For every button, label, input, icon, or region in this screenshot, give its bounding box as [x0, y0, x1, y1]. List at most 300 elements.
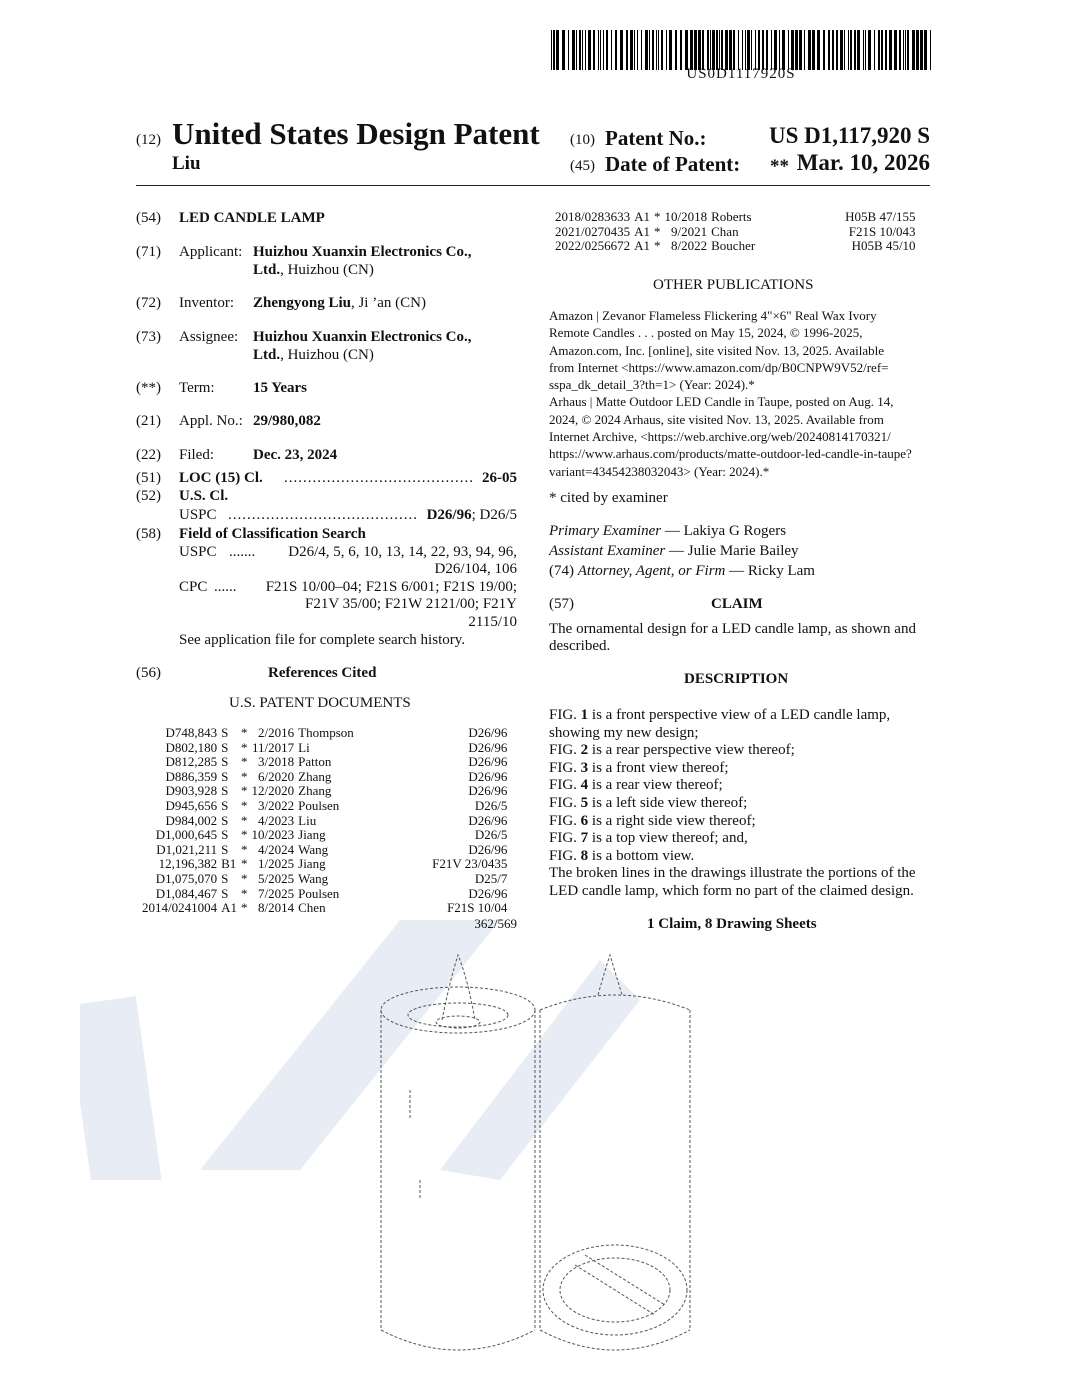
description-body: [549, 707, 931, 901]
description-line: [549, 848, 931, 866]
figure-prefix: FIG.: [549, 707, 581, 723]
reference-number: 2014/0241004: [142, 900, 218, 916]
reference-kind: S: [221, 812, 229, 828]
barcode-bar: [774, 30, 777, 70]
date-code: (45): [570, 158, 595, 174]
inventor-code: (72): [136, 295, 161, 311]
assignee-name-suffix: Ltd.: [253, 347, 281, 363]
barcode-bar: [836, 30, 838, 70]
barcode-bar: [729, 30, 732, 70]
loc-value: 26-05: [482, 470, 517, 486]
barcode-bar: [710, 30, 711, 70]
reference-kind: A1: [634, 223, 651, 239]
figure-text: is a top view thereof; and,: [588, 830, 748, 847]
barcode-bar: [791, 30, 794, 70]
pub-references-table: [553, 210, 918, 254]
applicant-location: , Huizhou (CN): [280, 262, 374, 278]
reference-kind: S: [221, 783, 229, 799]
barcode-bar: [868, 30, 871, 70]
reference-cited-mark: *: [654, 223, 661, 239]
barcode-bar: [844, 30, 845, 70]
figure-prefix: FIG.: [549, 759, 581, 776]
description-line: [549, 813, 931, 831]
barcode-bar: [795, 30, 798, 70]
reference-date: 10/2023: [251, 827, 295, 843]
inventor-name: Zhengyong Liu: [253, 295, 351, 311]
reference-kind: S: [221, 797, 229, 813]
barcode-bar: [808, 30, 811, 70]
leader-dots: .......: [229, 544, 256, 560]
reference-date: 5/2025: [258, 870, 295, 886]
header-inventor: Liu: [172, 153, 201, 174]
barcode-bar: [585, 30, 586, 70]
term-label: Term:: [179, 380, 215, 396]
barcode-bar: [568, 30, 569, 70]
barcode-bar: [606, 30, 608, 70]
figure-text: showing my new design;: [549, 724, 699, 741]
description-line: [549, 865, 931, 883]
barcode-bar: [766, 30, 768, 70]
assignee-name: Huizhou Xuanxin Electronics Co.,: [253, 329, 472, 345]
reference-number: D945,656: [165, 797, 218, 813]
barcode-bar: [865, 30, 866, 70]
patent-date: Mar. 10, 2026: [796, 150, 930, 175]
description-line: [549, 777, 931, 795]
figure-text: is a right side view thereof;: [588, 812, 756, 829]
reference-cited-mark: *: [241, 841, 248, 857]
reference-date: 1/2025: [258, 856, 295, 872]
reference-number: D903,928: [165, 783, 218, 799]
reference-row: [553, 210, 918, 225]
search-note: See application file for complete search history.: [179, 632, 466, 648]
figure-number: 1: [580, 707, 589, 723]
attorney-label: Attorney, Agent, or Firm: [577, 563, 726, 579]
figure-number: 8: [580, 847, 589, 864]
reference-cited-mark: *: [241, 827, 248, 843]
reference-date: 3/2022: [258, 797, 295, 813]
barcode-bar: [630, 30, 633, 70]
barcode-bar: [626, 30, 628, 70]
barcode-bar: [912, 30, 915, 70]
reference-cited-mark: *: [241, 885, 248, 901]
barcode-bar: [615, 30, 617, 70]
barcode-bar: [641, 30, 642, 70]
barcode-bar: [634, 30, 635, 70]
reference-number: 2021/0270435: [555, 223, 631, 239]
figure-prefix: FIG.: [549, 812, 581, 829]
publication-line: Remote Candles . . . posted on May 15, 2024, © 1996-2025,: [549, 325, 863, 341]
reference-date: 4/2024: [258, 841, 295, 857]
reference-date: 11/2017: [252, 739, 295, 755]
reference-class: H05B 45/10: [851, 238, 916, 254]
reference-cited-mark: *: [241, 739, 248, 755]
figure-prefix: FIG.: [549, 830, 581, 847]
barcode-bar: [637, 30, 638, 70]
primary-examiner-label: Primary Examiner: [549, 523, 662, 539]
reference-date: 8/2014: [258, 900, 295, 916]
claim-line: described.: [549, 638, 611, 654]
reference-date: 10/2018: [664, 209, 708, 224]
leader-dots: [228, 507, 418, 524]
reference-name: Patton: [298, 754, 332, 770]
reference-class: F21S 10/04: [447, 900, 508, 916]
barcode-bar: [551, 30, 552, 70]
barcode-bar: [894, 30, 897, 70]
reference-number: D802,180: [165, 739, 218, 755]
barcode-bar: [572, 30, 575, 70]
us-references-table: [140, 726, 509, 916]
search-cpc-line: 2115/10: [468, 614, 517, 630]
reference-row: [553, 225, 918, 240]
attorney-code: (74): [549, 563, 574, 579]
header-divider: [136, 185, 930, 186]
barcode-bar: [658, 30, 659, 70]
description-line: [549, 795, 931, 813]
assistant-examiner-label: Assistant Examiner: [549, 543, 666, 559]
barcode-bar: [611, 30, 612, 70]
barcode-bar: [899, 30, 901, 70]
reference-class: D26/96: [468, 754, 508, 770]
reference-name: Chan: [711, 223, 739, 239]
us-patent-docs-label: U.S. PATENT DOCUMENTS: [229, 695, 411, 711]
reference-kind: S: [221, 827, 229, 843]
barcode-bar: [556, 30, 559, 70]
reference-name: Boucher: [711, 238, 756, 254]
barcode-bar: [779, 30, 780, 70]
barcode-bar: [725, 30, 728, 70]
reference-row: [140, 799, 509, 814]
reference-name: Li: [298, 739, 310, 755]
description-title: DESCRIPTION: [684, 671, 789, 687]
assignee-code: (73): [136, 329, 161, 345]
reference-number: D748,843: [165, 725, 218, 740]
description-line: [549, 707, 931, 725]
barcode-bar: [885, 30, 887, 70]
reference-kind: S: [221, 768, 229, 784]
reference-class: F21S 10/043: [848, 223, 916, 239]
us-cl-code: (52): [136, 488, 161, 504]
reference-name: Jiang: [298, 827, 326, 843]
reference-class: D26/96: [468, 725, 508, 740]
reference-row: [553, 239, 918, 254]
barcode-bar: [620, 30, 623, 70]
publication-line: Amazon | Zevanor Flameless Flickering 4"×6" Real Wax Ivory: [549, 308, 877, 323]
claim-title: CLAIM: [711, 596, 763, 612]
reference-extra-class: 362/569: [474, 916, 517, 931]
publication-line: Arhaus | Matte Outdoor LED Candle in Taupe, posted on Aug. 14,: [549, 394, 894, 410]
barcode-bar: [666, 30, 667, 70]
reference-name: Poulsen: [298, 885, 340, 901]
barcode-bar: [916, 30, 919, 70]
reference-row: [140, 843, 509, 858]
reference-row: [140, 784, 509, 799]
reference-number: D1,075,070: [155, 870, 218, 886]
barcode-bar: [762, 30, 764, 70]
reference-name: Chen: [298, 900, 326, 916]
description-line: [549, 830, 931, 848]
applicant-label: Applicant:: [179, 244, 243, 260]
reference-row: [140, 770, 509, 785]
barcode-bar: [742, 30, 743, 70]
reference-kind: A1: [634, 238, 651, 254]
us-cl-sub-label: USPC: [179, 507, 217, 523]
search-cpc-label: CPC: [179, 579, 208, 595]
reference-row: [140, 741, 509, 756]
applicant-name-line2: [253, 262, 374, 279]
figure-text: is a front perspective view of a LED candle lamp,: [588, 707, 891, 723]
reference-date: 3/2018: [258, 754, 295, 770]
applicant-name: Huizhou Xuanxin Electronics Co.,: [253, 244, 472, 260]
figure-text: is a front view thereof;: [588, 759, 729, 776]
search-cpc-line: F21V 35/00; F21W 2121/00; F21Y: [305, 596, 517, 612]
reference-class: D26/96: [468, 812, 508, 828]
barcode-bar: [588, 30, 591, 70]
references-label: References Cited: [268, 665, 377, 681]
reference-kind: S: [221, 754, 229, 770]
reference-name: Wang: [298, 841, 329, 857]
barcode-number: US0D1117920S: [686, 66, 796, 82]
reference-date: 7/2025: [258, 885, 295, 901]
reference-row: [140, 901, 509, 916]
applicant-name-suffix: Ltd.: [253, 262, 281, 278]
reference-date: 9/2021: [671, 223, 708, 239]
barcode-bar: [863, 30, 864, 70]
reference-name: Jiang: [298, 856, 326, 872]
assignee-label: Assignee:: [179, 329, 239, 345]
reference-number: D1,021,211: [156, 841, 218, 857]
barcode-bar: [771, 30, 772, 70]
reference-name: Roberts: [711, 209, 752, 224]
reference-class: D26/96: [468, 739, 508, 755]
barcode-bar: [823, 30, 825, 70]
reference-number: 2022/0256672: [555, 238, 631, 254]
barcode-bar: [857, 30, 860, 70]
reference-date: 2/2016: [258, 725, 295, 740]
description-line: [549, 742, 931, 760]
term-mark: **: [770, 156, 789, 177]
reference-number: 12,196,382: [158, 856, 218, 872]
search-uspc-line: D26/104, 106: [434, 561, 517, 577]
reference-number: D1,000,645: [155, 827, 218, 843]
appl-no-value: 29/980,082: [253, 413, 321, 429]
loc-label: LOC (15) Cl.: [179, 470, 263, 486]
patent-no-label: Patent No.:: [605, 126, 707, 150]
barcode-bar: [738, 30, 739, 70]
patent-no-code: (10): [570, 132, 595, 148]
reference-cited-mark: *: [241, 754, 248, 770]
filed-label: Filed:: [179, 447, 215, 463]
search-code: (58): [136, 526, 161, 542]
barcode-bar: [747, 30, 750, 70]
reference-kind: A1: [221, 900, 238, 916]
figure-text: The broken lines in the drawings illustrate the portions of the: [549, 865, 916, 882]
reference-name: Zhang: [298, 783, 332, 799]
barcode-bar: [905, 30, 906, 70]
reference-row: [140, 726, 509, 741]
barcode-bar: [600, 30, 601, 70]
inventor-line: [253, 295, 426, 312]
reference-cited-mark: *: [241, 783, 248, 799]
reference-date: 6/2020: [258, 768, 295, 784]
figure-number: 4: [580, 777, 589, 794]
reference-class: H05B 47/155: [845, 209, 916, 224]
reference-date: 8/2022: [671, 238, 708, 254]
publication-line: from Internet <https://www.amazon.com/dp/B0CNPW9V52/ref=: [549, 359, 889, 375]
reference-cited-mark: *: [241, 768, 248, 784]
other-publications-title: OTHER PUBLICATIONS: [653, 277, 814, 293]
barcode-bar: [656, 30, 657, 70]
kind-code-number: (12): [136, 132, 161, 148]
reference-number: D1,084,467: [155, 885, 218, 901]
inventor-location: , Ji ’an (CN): [350, 295, 426, 311]
figure-text: is a bottom view.: [588, 847, 695, 864]
assignee-location: , Huizhou (CN): [280, 347, 374, 363]
figure-prefix: FIG.: [549, 742, 581, 759]
barcode-bar: [562, 30, 565, 70]
barcode-bar: [758, 30, 760, 70]
loc-code: (51): [136, 470, 161, 486]
barcode-bar: [804, 30, 805, 70]
filed-code: (22): [136, 447, 161, 463]
reference-row: [140, 755, 509, 770]
barcode-bar: [881, 30, 883, 70]
us-cl-value: [427, 507, 517, 524]
appl-no-label: Appl. No.:: [179, 413, 243, 429]
reference-row: [140, 828, 509, 843]
reference-name: Liu: [298, 812, 317, 828]
reference-kind: S: [221, 841, 229, 857]
figure-prefix: FIG.: [549, 777, 581, 794]
barcode-bar: [645, 30, 648, 70]
barcode-bar: [907, 30, 909, 70]
barcode-bar: [848, 30, 849, 70]
reference-cited-mark: *: [241, 812, 248, 828]
reference-number: D812,285: [165, 754, 218, 770]
other-publications: [549, 307, 929, 480]
barcode-bar: [817, 30, 820, 70]
reference-name: Thompson: [298, 725, 354, 740]
primary-examiner-name: — Lakiya G Rogers: [661, 523, 787, 539]
reference-row: [140, 814, 509, 829]
primary-examiner: [549, 523, 786, 540]
barcode-bar: [702, 30, 704, 70]
figure-number: 5: [580, 794, 589, 811]
invention-title: LED CANDLE LAMP: [179, 210, 325, 226]
reference-name: Zhang: [298, 768, 332, 784]
publication-line: Internet Archive, <https://web.archive.org/web/20240814170321/: [549, 429, 891, 445]
claim-code: (57): [549, 596, 574, 612]
figure-number: 3: [580, 759, 589, 776]
barcode-bar: [840, 30, 843, 70]
barcode-bar: [755, 30, 756, 70]
barcode-bar: [930, 30, 931, 70]
reference-row: [140, 887, 509, 902]
barcode-bar: [576, 30, 577, 70]
description-line: [549, 760, 931, 778]
references-code: (56): [136, 665, 161, 681]
us-cl-secondary: ; D26/5: [471, 507, 517, 523]
barcode-bar: [675, 30, 677, 70]
barcode-bar: [680, 30, 682, 70]
figure-text: LED candle lamp, which form no part of the claimed design.: [549, 882, 914, 899]
barcode-bar: [924, 30, 927, 70]
attorney-name: — Ricky Lam: [725, 563, 815, 579]
search-label: Field of Classification Search: [179, 526, 366, 542]
claims-summary: 1 Claim, 8 Drawing Sheets: [647, 916, 817, 932]
leader-dots: [284, 470, 474, 487]
barcode-bar: [598, 30, 599, 70]
reference-kind: A1: [634, 209, 651, 224]
publication-line: sspa_dk_detail_3?th=1> (Year: 2024).*: [549, 377, 755, 393]
barcode-bar: [788, 30, 789, 70]
search-uspc-label: USPC: [179, 544, 217, 560]
barcode-bar: [903, 30, 904, 70]
leader-dots: ......: [214, 579, 237, 595]
figure-number: 7: [580, 830, 589, 847]
term-code: (**): [136, 380, 161, 396]
reference-class: D26/5: [474, 797, 508, 813]
barcode-bar: [712, 30, 715, 70]
filed-value: Dec. 23, 2024: [253, 447, 338, 463]
figure-text: is a rear view thereof;: [588, 777, 723, 794]
description-line: [549, 883, 931, 901]
reference-kind: S: [221, 870, 229, 886]
barcode-bar: [719, 30, 720, 70]
barcode-bar: [553, 30, 555, 70]
barcode-bar: [698, 30, 701, 70]
reference-row: [140, 857, 509, 872]
reference-cited-mark: *: [241, 797, 248, 813]
figure-number: 6: [580, 812, 589, 829]
description-line: [549, 725, 931, 743]
appl-no-code: (21): [136, 413, 161, 429]
us-cl-label: U.S. Cl.: [179, 488, 229, 504]
barcode-bar: [832, 30, 834, 70]
barcode-bar: [878, 30, 880, 70]
reference-cited-mark: *: [654, 209, 661, 224]
reference-name: Poulsen: [298, 797, 340, 813]
search-cpc-line: F21S 10/00–04; F21S 6/001; F21S 19/00;: [265, 579, 517, 595]
figure-text: is a rear perspective view thereof;: [588, 742, 795, 759]
assistant-examiner: [549, 543, 799, 560]
reference-class: F21V 23/0435: [432, 856, 508, 872]
figure-prefix: FIG.: [549, 794, 581, 811]
barcode-bar: [854, 30, 856, 70]
barcode-bar: [649, 30, 650, 70]
reference-cited-mark: *: [654, 238, 661, 254]
barcode-bar: [889, 30, 892, 70]
barcode-bar: [920, 30, 923, 70]
reference-kind: B1: [221, 856, 237, 872]
reference-class: D25/7: [474, 870, 508, 886]
publication-line: https://www.arhaus.com/products/matte-outdoor-led-candle-in-taupe?: [549, 446, 912, 462]
barcode: [551, 30, 931, 70]
barcode-bar: [716, 30, 718, 70]
search-uspc-line: D26/4, 5, 6, 10, 13, 14, 22, 93, 94, 96,: [288, 544, 517, 560]
reference-date: 4/2023: [258, 812, 295, 828]
inventor-label: Inventor:: [179, 295, 234, 311]
reference-date: 12/2020: [251, 783, 295, 799]
barcode-bar: [593, 30, 595, 70]
barcode-bar: [721, 30, 723, 70]
date-label: Date of Patent:: [605, 152, 741, 176]
reference-cited-mark: *: [241, 900, 248, 916]
barcode-bar: [812, 30, 815, 70]
barcode-bar: [799, 30, 802, 70]
barcode-bar: [661, 30, 663, 70]
figure-text: is a left side view thereof;: [588, 794, 748, 811]
reference-number: D886,359: [165, 768, 218, 784]
